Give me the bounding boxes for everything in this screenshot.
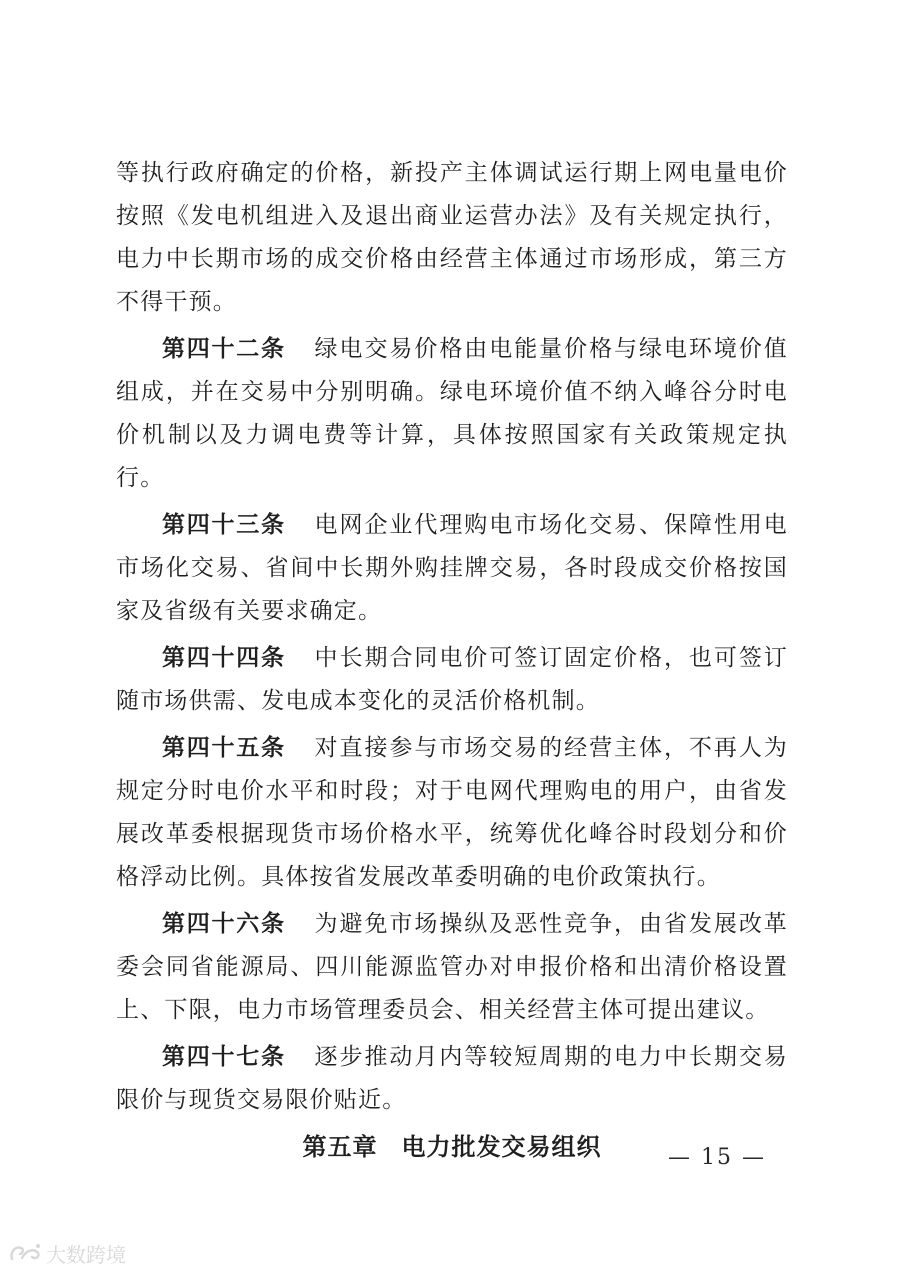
article-text: 对直接参与市场交易的经营主体，不再人为规定分时电价水平和时段；对于电网代理购电的用户，由省发展改革委根据现货市场价格水平，统筹优化峰谷时段划分和价格浮动比例。具体按省发展改革委明确的电价政策执行。: [116, 735, 788, 890]
article-43: [116, 504, 788, 633]
article-number: 第四十三条: [162, 512, 286, 538]
chapter-title: 电力批发交易组织: [401, 1133, 602, 1161]
continuation-paragraph: 等执行政府确定的价格，新投产主体调试运行期上网电量电价按照《发电机组进入及退出商业运营办法》及有关规定执行，电力中长期市场的成交价格由经营主体通过市场形成，第三方不得干预。: [116, 160, 788, 315]
article-text: 电网企业代理购电市场化交易、保障性用电市场化交易、省间中长期外购挂牌交易，各时段成交价格按国家及省级有关要求确定。: [116, 512, 788, 624]
article-44: [116, 637, 788, 723]
article-text: 中长期合同电价可签订固定价格，也可签订随市场供需、发电成本变化的灵活价格机制。: [116, 645, 788, 714]
brand-logo-icon: [8, 1242, 42, 1264]
article-text: 绿电交易价格由电能量价格与绿电环境价值组成，并在交易中分别明确。绿电环境价值不纳入峰谷分时电价机制以及力调电费等计算，具体按照国家有关政策规定执行。: [116, 336, 788, 491]
document-body: [116, 152, 788, 1169]
article-46: [116, 903, 788, 1032]
article-number: 第四十二条: [162, 336, 286, 362]
watermark-text: 大数跨境: [46, 1242, 126, 1267]
article-text: 为避免市场操纵及恶性竞争，由省发展改革委会同省能源局、四川能源监管办对申报价格和出清价格设置上、下限，电力市场管理委员会、相关经营主体可提出建议。: [116, 911, 788, 1023]
article-42: [116, 328, 788, 500]
article-47: [116, 1036, 788, 1122]
article-number: 第四十六条: [162, 911, 286, 937]
chapter-number: 第五章: [302, 1133, 378, 1161]
article-number: 第四十七条: [162, 1044, 286, 1070]
article-number: 第四十五条: [162, 735, 286, 761]
watermark: [8, 1238, 126, 1268]
page-number: — 15 —: [668, 1145, 766, 1170]
article-text: 逐步推动月内等较短周期的电力中长期交易限价与现货交易限价贴近。: [116, 1044, 788, 1113]
article-45: [116, 727, 788, 899]
article-number: 第四十四条: [162, 645, 286, 671]
